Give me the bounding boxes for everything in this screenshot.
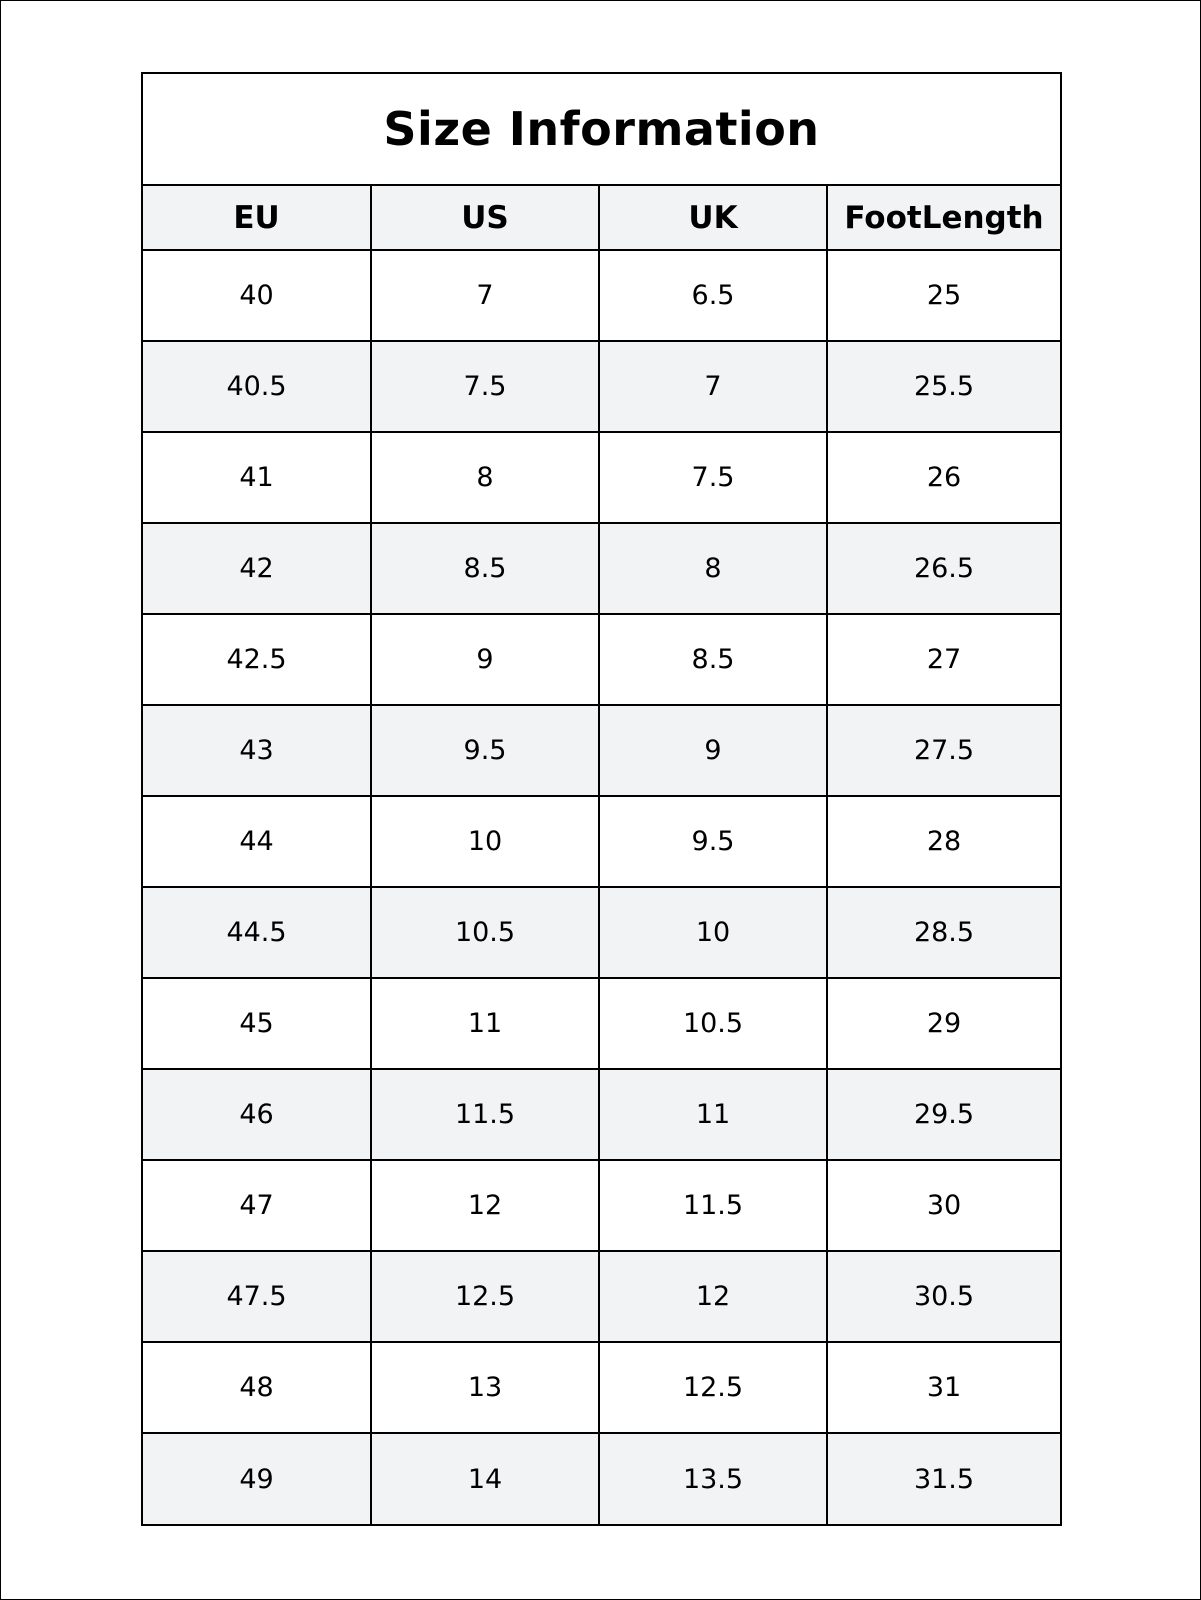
table-row [143, 1342, 1060, 1433]
cell-footlength: 25.5 [827, 341, 1060, 432]
cell-us: 10 [371, 796, 599, 887]
cell-eu: 44.5 [143, 887, 371, 978]
cell-footlength: 31.5 [827, 1433, 1060, 1524]
table-row [143, 432, 1060, 523]
cell-us: 14 [371, 1433, 599, 1524]
cell-eu: 45 [143, 978, 371, 1069]
cell-uk: 13.5 [599, 1433, 827, 1524]
column-header-uk: UK [599, 186, 827, 250]
table-title: Size Information [143, 74, 1060, 186]
cell-uk: 8.5 [599, 614, 827, 705]
column-header-us: US [371, 186, 599, 250]
cell-footlength: 29.5 [827, 1069, 1060, 1160]
column-header-footlength: FootLength [827, 186, 1060, 250]
cell-footlength: 26 [827, 432, 1060, 523]
cell-eu: 42.5 [143, 614, 371, 705]
cell-footlength: 26.5 [827, 523, 1060, 614]
cell-eu: 44 [143, 796, 371, 887]
cell-uk: 9 [599, 705, 827, 796]
cell-uk: 9.5 [599, 796, 827, 887]
table-row [143, 705, 1060, 796]
cell-us: 10.5 [371, 887, 599, 978]
cell-uk: 10 [599, 887, 827, 978]
header-row [143, 186, 1060, 250]
cell-eu: 47 [143, 1160, 371, 1251]
table-row [143, 341, 1060, 432]
cell-us: 7.5 [371, 341, 599, 432]
cell-uk: 10.5 [599, 978, 827, 1069]
cell-uk: 7 [599, 341, 827, 432]
table-row [143, 1433, 1060, 1524]
table-row [143, 1251, 1060, 1342]
cell-footlength: 27 [827, 614, 1060, 705]
cell-eu: 42 [143, 523, 371, 614]
cell-us: 7 [371, 250, 599, 341]
cell-footlength: 31 [827, 1342, 1060, 1433]
cell-footlength: 27.5 [827, 705, 1060, 796]
cell-us: 12 [371, 1160, 599, 1251]
cell-eu: 48 [143, 1342, 371, 1433]
cell-us: 11.5 [371, 1069, 599, 1160]
cell-footlength: 28.5 [827, 887, 1060, 978]
cell-us: 8.5 [371, 523, 599, 614]
cell-us: 11 [371, 978, 599, 1069]
table-body [143, 250, 1060, 1524]
cell-footlength: 30.5 [827, 1251, 1060, 1342]
cell-eu: 40 [143, 250, 371, 341]
size-chart-card [141, 72, 1062, 1526]
cell-uk: 12 [599, 1251, 827, 1342]
cell-uk: 11 [599, 1069, 827, 1160]
cell-us: 8 [371, 432, 599, 523]
cell-footlength: 29 [827, 978, 1060, 1069]
cell-uk: 8 [599, 523, 827, 614]
cell-uk: 6.5 [599, 250, 827, 341]
size-table [143, 186, 1060, 1524]
table-row [143, 1069, 1060, 1160]
table-row [143, 250, 1060, 341]
cell-footlength: 25 [827, 250, 1060, 341]
table-row [143, 614, 1060, 705]
cell-eu: 43 [143, 705, 371, 796]
cell-uk: 12.5 [599, 1342, 827, 1433]
cell-footlength: 28 [827, 796, 1060, 887]
table-row [143, 978, 1060, 1069]
cell-uk: 11.5 [599, 1160, 827, 1251]
table-row [143, 887, 1060, 978]
cell-eu: 46 [143, 1069, 371, 1160]
cell-eu: 47.5 [143, 1251, 371, 1342]
cell-eu: 49 [143, 1433, 371, 1524]
cell-us: 13 [371, 1342, 599, 1433]
cell-us: 12.5 [371, 1251, 599, 1342]
cell-eu: 41 [143, 432, 371, 523]
table-row [143, 523, 1060, 614]
cell-us: 9 [371, 614, 599, 705]
table-row [143, 796, 1060, 887]
column-header-eu: EU [143, 186, 371, 250]
table-row [143, 1160, 1060, 1251]
cell-uk: 7.5 [599, 432, 827, 523]
cell-us: 9.5 [371, 705, 599, 796]
cell-eu: 40.5 [143, 341, 371, 432]
cell-footlength: 30 [827, 1160, 1060, 1251]
